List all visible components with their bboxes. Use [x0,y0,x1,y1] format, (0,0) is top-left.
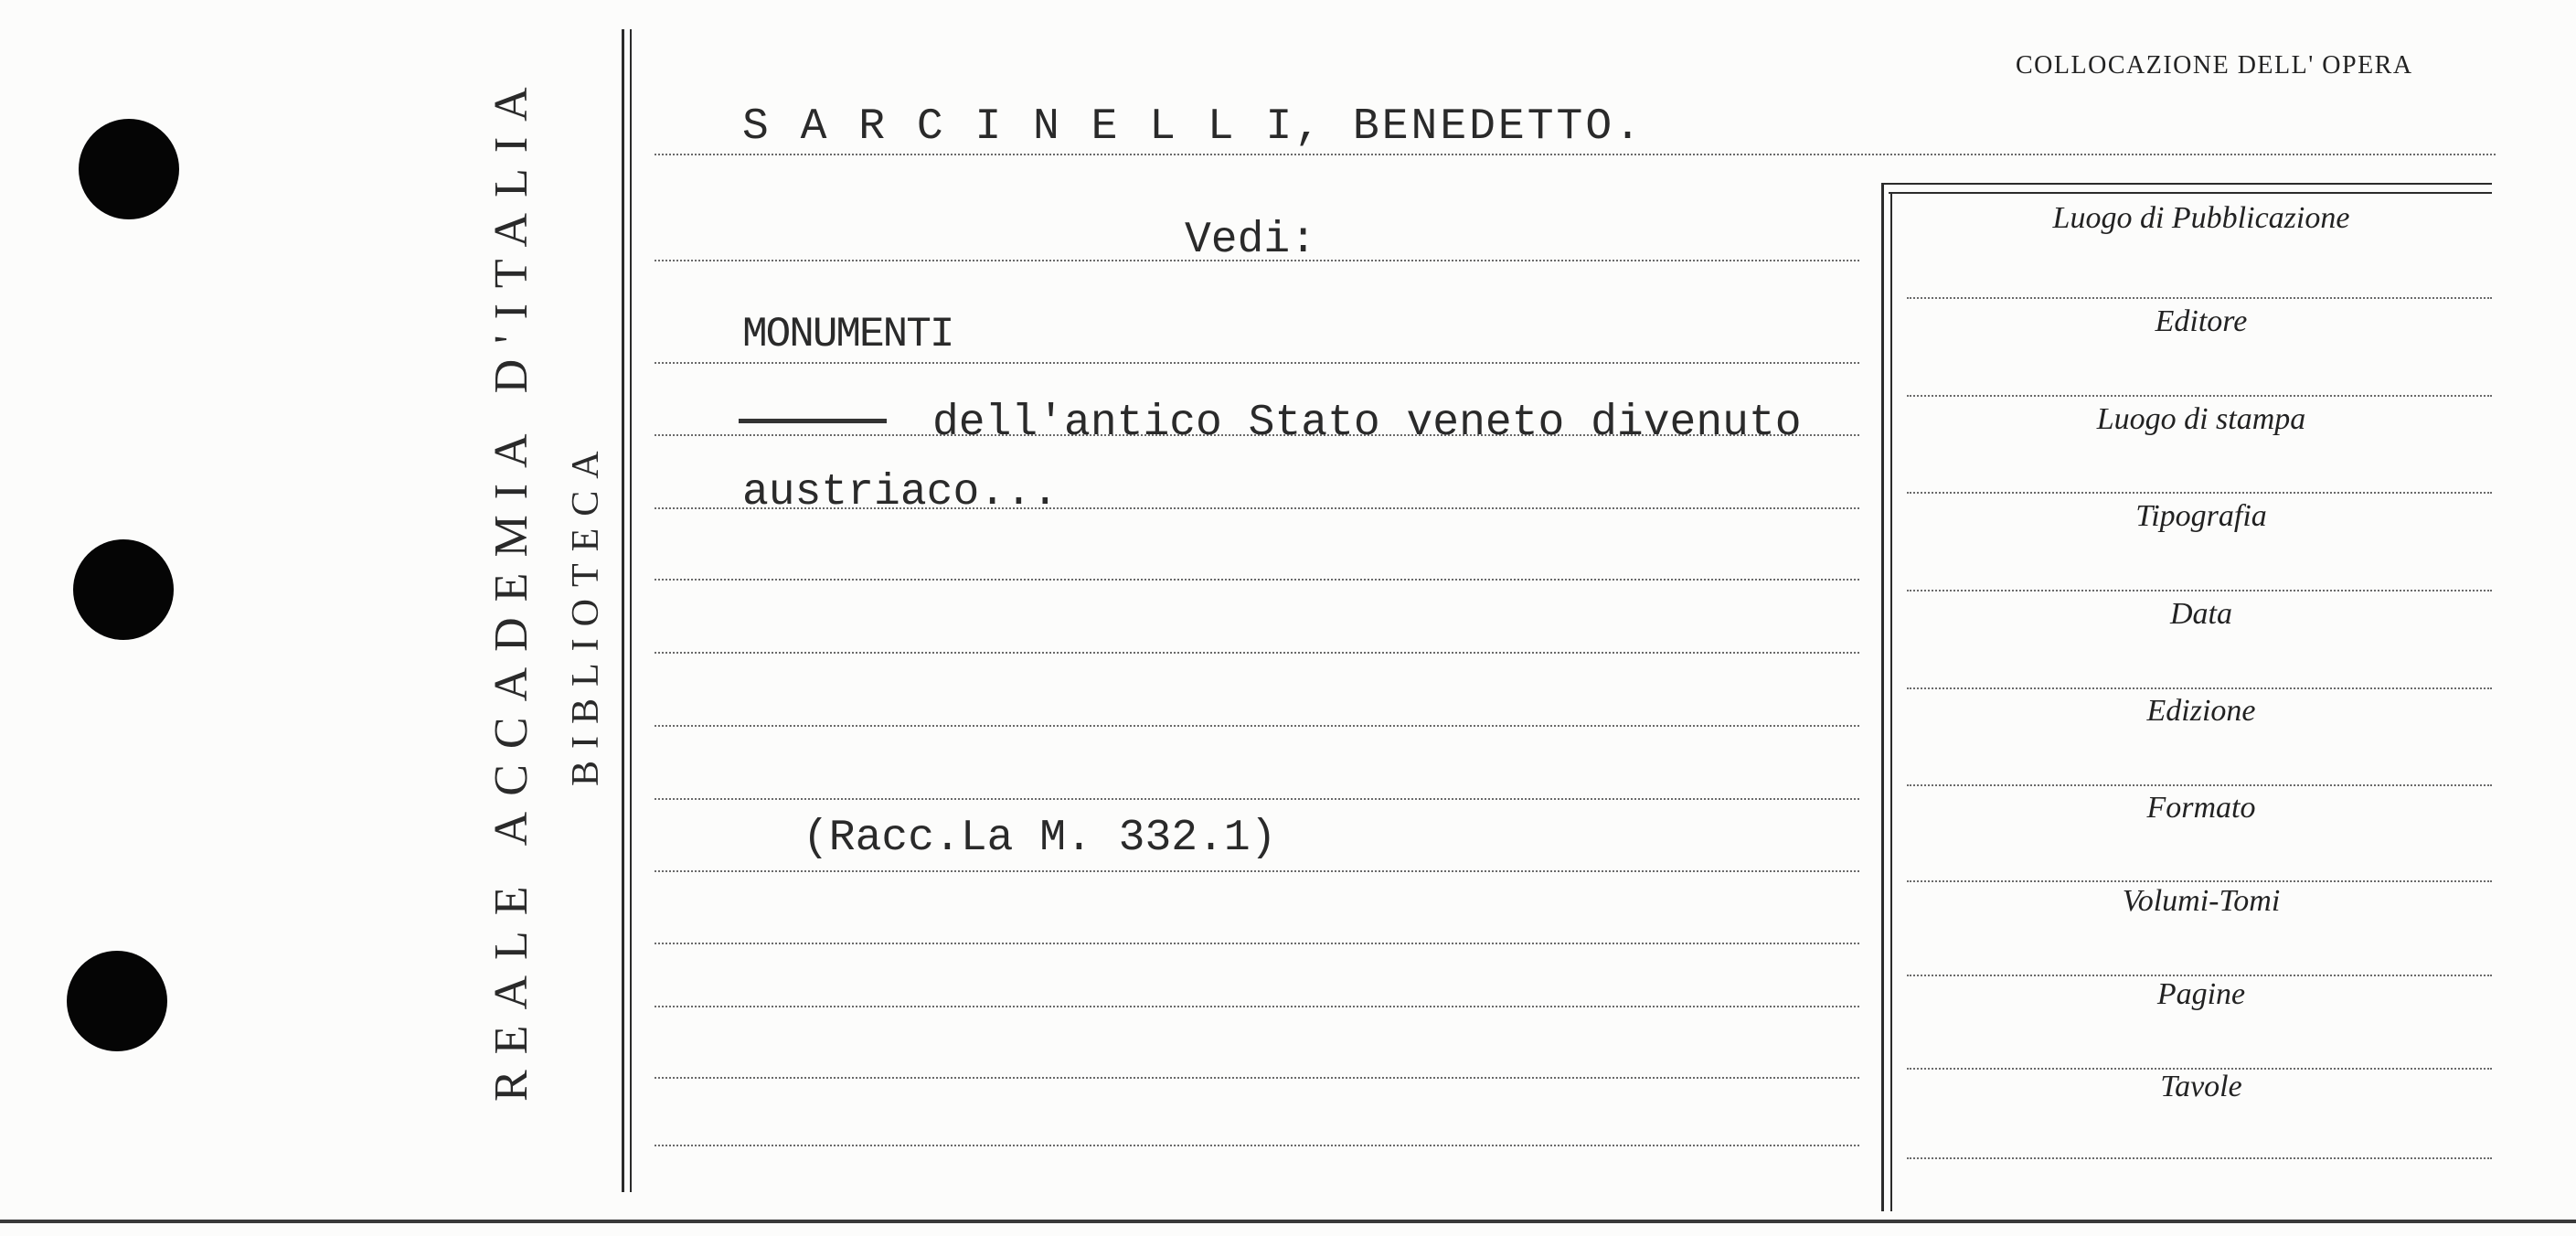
author-heading: S A R C I N E L L I, BENEDETTO. [742,102,1644,152]
shelfmark: (Racc.La M. 332.1) [803,814,1277,863]
ruled-line [655,725,1859,727]
field-line [1907,297,2492,299]
box-rule [1889,192,2492,194]
field-label-place-of-printing: Luogo di stampa [2096,402,2306,436]
field-label-place-of-publication: Luogo di Pubblicazione [2052,201,2350,235]
field-line [1907,492,2492,494]
field-label-pages: Pagine [2156,977,2246,1011]
title-line: dell'antico Stato veneto divenuto [932,399,1802,448]
card-edge [0,1220,2576,1223]
collocation-label: COLLOCAZIONE DELL' OPERA [2016,51,2413,80]
field-line [1907,784,2492,786]
field-line [1907,880,2492,882]
punch-hole [67,951,167,1051]
field-line [1907,395,2492,397]
repeat-dash [739,419,887,423]
field-label-volumes: Volumi-Tomi [2122,884,2281,918]
field-label-edition: Edizione [2146,694,2256,728]
punch-hole [79,119,179,219]
ruled-line [655,154,2496,155]
field-line [1907,590,2492,591]
box-rule [1881,183,1884,1211]
institution-name: REALE ACCADEMIA D'ITALIA [485,71,538,1102]
box-rule [1881,183,2492,185]
punch-hole [73,539,174,640]
ruled-line [655,1077,1859,1079]
field-line [1907,1157,2492,1159]
ruled-line [655,652,1859,654]
subject-heading: MONUMENTI [742,311,953,358]
ruled-line [655,1006,1859,1007]
field-label-publisher: Editore [2155,304,2248,338]
box-rule [1890,192,1892,1211]
field-label-date: Data [2170,597,2232,631]
margin-rule [622,29,624,1192]
ruled-line [655,362,1859,364]
ruled-line [655,798,1859,800]
field-label-format: Formato [2146,791,2256,825]
field-line [1907,975,2492,976]
field-label-plates: Tavole [2160,1070,2242,1103]
library-name: BIBLIOTECA [565,439,607,786]
field-label-printer: Tipografia [2135,499,2267,533]
margin-rule [630,29,632,1192]
field-line [1907,687,2492,689]
ruled-line [655,1145,1859,1146]
ruled-line [655,579,1859,581]
see-reference: Vedi: [1185,216,1317,265]
ruled-line [655,943,1859,944]
title-line: austriaco... [742,468,1059,517]
ruled-line [655,870,1859,872]
